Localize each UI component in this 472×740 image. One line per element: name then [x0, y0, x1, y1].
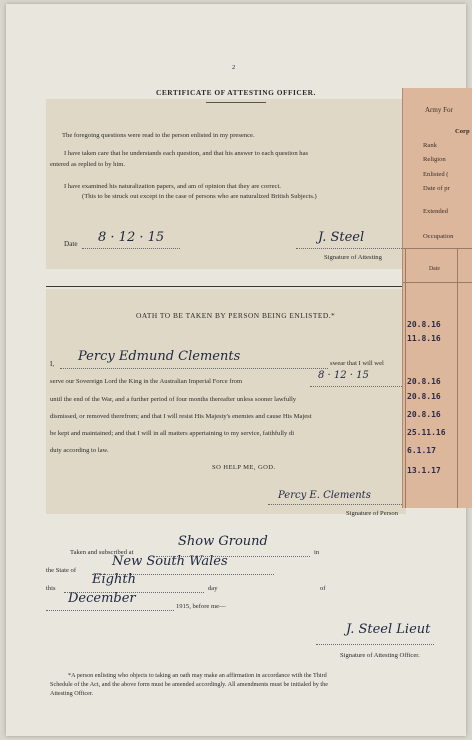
month-value: December [68, 591, 136, 606]
slip-rank: Rank [423, 142, 437, 149]
footnote-line: Schedule of the Act, and the above form must be amended accordingly. All amendments must be initialed by the [50, 681, 328, 688]
slip-column-line [457, 248, 458, 508]
taken-label: Taken and subscribed at [70, 549, 134, 556]
day-label: day [208, 585, 218, 592]
taken-place: Show Ground [178, 534, 268, 549]
attesting-signature: J. Steel [318, 230, 365, 245]
slip-date: 13.1.17 [407, 466, 441, 475]
record-slip [402, 88, 472, 508]
oath-i-label: I, [50, 360, 55, 368]
oath-closing: SO HELP ME, GOD. [212, 464, 276, 471]
slip-rule [403, 282, 472, 283]
slip-column-line [405, 248, 406, 508]
certificate-line: I have examined his naturalization papers, and am of opinion that they are correct. [64, 183, 281, 190]
enlistee-signature-label: Signature of Person [346, 510, 399, 517]
month-line [46, 610, 174, 611]
oath-text: until the end of the War, and a further period of four months thereafter unless sooner lawfully [50, 396, 297, 403]
footnote-line: Attesting Officer. [50, 690, 94, 697]
document-page [6, 4, 466, 736]
slip-date-col: Date [429, 266, 440, 272]
officer-signature-label: Signature of Attesting Officer. [340, 652, 420, 659]
enlistee-signature: Percy E. Clements [278, 490, 371, 501]
slip-date: 25.11.16 [407, 428, 446, 437]
section-divider [46, 286, 408, 287]
page-number: 2 [232, 64, 236, 71]
slip-rule [403, 248, 472, 249]
title-rule [206, 102, 266, 103]
signature-label: Signature of Attesting [324, 254, 382, 261]
oath-title: OATH TO BE TAKEN BY PERSON BEING ENLISTED.* [136, 311, 336, 320]
of-label: of [320, 585, 326, 592]
certificate-line: entered as replied to by him. [50, 161, 126, 168]
slip-date: 20.8.16 [407, 320, 441, 329]
day-value: Eighth [92, 572, 136, 587]
taken-in: in [314, 549, 320, 556]
certificate-line: I have taken care that he understands each question, and that his answer to each question has [64, 150, 309, 157]
slip-occupation: Occupation [423, 233, 454, 240]
year-label: 1915, before me— [176, 603, 226, 610]
officer-signature-line [316, 644, 434, 645]
slip-date-of: Date of pr [423, 185, 450, 192]
slip-extended: Extended [423, 208, 448, 215]
signature-line [296, 248, 408, 249]
slip-date: 6.1.17 [407, 446, 436, 455]
date-value: 8 · 12 · 15 [98, 230, 165, 245]
date-line [82, 248, 180, 249]
slip-date: 20.8.16 [407, 410, 441, 419]
slip-enlisted: Enlisted ( [423, 171, 449, 178]
this-label: this [46, 585, 56, 592]
slip-corp: Corp [455, 128, 470, 135]
certificate-line: (This to be struck out except in the case of persons who are naturalized British Subjects.) [82, 193, 317, 200]
name-line [60, 368, 328, 369]
slip-header: Army For [425, 106, 453, 114]
certificate-line: The foregoing questions were read to the person enlisted in my presence. [62, 132, 255, 139]
oath-text: serve our Sovereign Lord the King in the Australian Imperial Force from [50, 378, 243, 385]
oath-text: swear that I will wel [330, 360, 384, 367]
officer-signature: J. Steel Lieut [346, 622, 431, 637]
slip-religion: Religion [423, 156, 446, 163]
oath-text: duty according to law. [50, 447, 109, 454]
enlistee-signature-line [268, 504, 408, 505]
slip-date: 20.8.16 [407, 377, 441, 386]
enlistee-name: Percy Edmund Clements [78, 349, 241, 364]
oath-date: 8 · 12 · 15 [318, 370, 369, 381]
state-value: New South Wales [112, 554, 228, 569]
certificate-title: CERTIFICATE OF ATTESTING OFFICER. [156, 88, 316, 97]
oath-date-line [310, 386, 406, 387]
slip-date: 11.8.16 [407, 334, 441, 343]
footnote-line: *A person enlisting who objects to taking an oath may make an affirmation in accordance with the Third [68, 672, 327, 679]
oath-text: dismissed, or removed therefrom; and that I will resist His Majesty's enemies and cause His Majest [50, 413, 312, 420]
state-label: the State of [46, 567, 77, 574]
slip-date: 20.8.16 [407, 392, 441, 401]
oath-text: be kept and maintained; and that I will in all matters appertaining to my service, faithfully di [50, 430, 295, 437]
date-label: Date [64, 240, 78, 248]
